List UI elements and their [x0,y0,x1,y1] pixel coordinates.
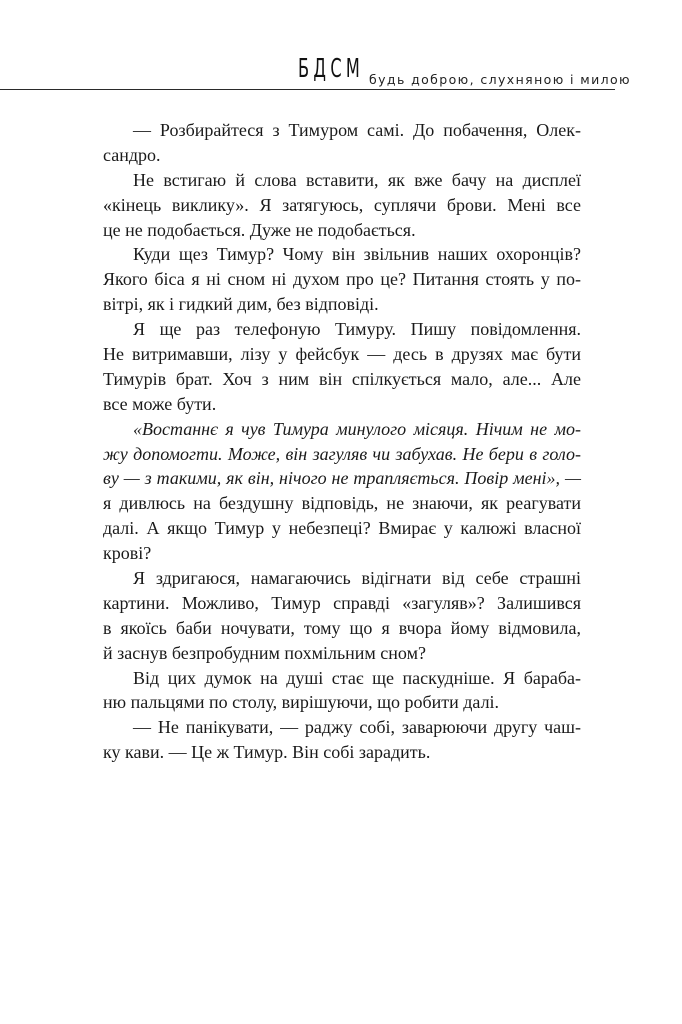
text-line: жу допомогти. Може, він загуляв чи забухав. Не бери в голо- [103,443,581,464]
text-line: це не подобається. Дуже не подобається. [103,219,416,240]
text-line: «Востаннє я чув Тимура минулого місяця. Нічим не мо- [133,418,581,439]
running-header [0,46,682,96]
text-line: картини. Можливо, Тимур справді «загуляв»? Залишився [103,592,581,613]
text-line: крові? [103,543,152,564]
text-line: Тимурів брат. Хоч з ним він спілкується мало, але... Але [103,368,581,389]
text-line: Я ще раз телефоную Тимуру. Пишу повідомлення. [133,319,581,340]
text-line: Не встигаю й слова вставити, як вже бачу на дисплеї [133,169,581,190]
book-title-logo: БДСМ [298,54,365,84]
text-line: — Розбирайтеся з Тимуром самі. До побачення, Олек- [133,120,581,140]
text-line: Куди щез Тимур? Чому він звільнив наших охоронців? [133,244,581,265]
text-line: Я здригаюся, намагаючись відігнати від себе страшні [133,568,581,589]
text-line: в якоїсь баби ночувати, тому що я вчора йому відмовила, [103,617,581,638]
text-line: ку кави. — Це ж Тимур. Він собі зарадить. [103,742,431,763]
text-line: Якого біса я ні сном ні духом про це? Питання стоять у по- [103,269,581,290]
text-line: ню пальцями по столу, вирішуючи, що робити далі. [103,692,500,713]
text-line: «кінець виклику». Я затягуюсь, суплячи брови. Мені все [103,194,581,215]
header-rule [0,89,615,90]
text-line: й заснув безпробудним похмільним сном? [103,642,426,663]
book-subtitle: будь доброю, слухняною і милою [369,72,631,87]
text-line: Не витримавши, лізу у фейсбук — десь в друзях має бути [103,344,581,365]
text-line: сандро. [103,144,161,165]
text-line: — Не панікувати, — раджу собі, заварюючи другу чаш- [133,717,581,738]
text-line: вітрі, як і гидкий дим, без відповіді. [103,294,379,315]
text-line: Від цих думок на душі стає ще паскудніше. Я бараба- [133,667,581,688]
body-text [103,118,581,765]
text-line: далі. А якщо Тимур у небезпеці? Вмирає у калюжі власної [103,518,581,539]
text-line: ву — з такими, як він, нічого не трапляється. Повір мені», — [103,468,581,489]
text-line: я дивлюсь на бездушну відповідь, не знаючи, як реагувати [103,493,581,514]
text-line: все може бути. [103,393,217,414]
